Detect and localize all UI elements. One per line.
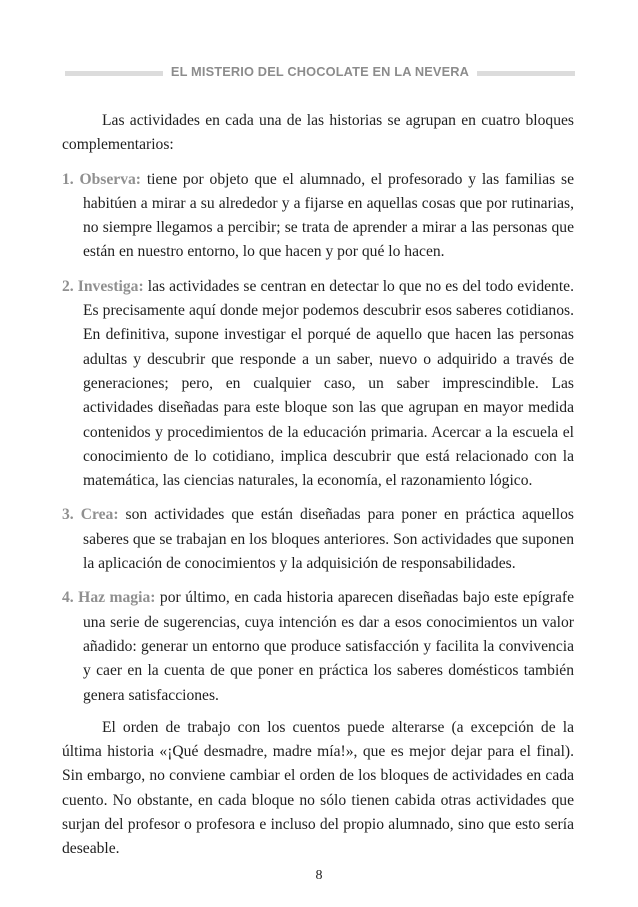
- closing-paragraph: El orden de trabajo con los cuentos puede alterarse (a excepción de la última historia «¡Qué desmadre, madre mía!», que es mejor dejar para el final). Sin embargo, no conviene cambiar el orden de los bloques de actividades en cada cuento. No obstante, en cada bloque no sólo tienen cabida otras actividades que surjan del profesor o profesora e incluso del propio alumnado, sino que esto sería deseable.: [62, 718, 574, 858]
- item-text: tiene por objeto que el alumnado, el profesorado y las familias se habitúen a mirar a su alrededor y a fijarse en aquellas cosas que por rutinarias, no siempre llegamos a percibir; se trata de aprender a mirar a las personas que están en nuestro entorno, lo que hacen y por qué lo hacen.: [83, 170, 575, 261]
- list-item-observa: [62, 168, 574, 265]
- item-label: 4. Haz magia:: [62, 589, 156, 607]
- item-text: son actividades que están diseñadas para poner en práctica aquellos saberes que se trabajan en los bloques anteriores. Son actividades que suponen la aplicación de conocimientos y la adquisición de responsabilidades.: [83, 506, 574, 573]
- item-label: 2. Investiga:: [62, 277, 144, 295]
- list-item-haz-magia: [62, 586, 574, 707]
- item-text: las actividades se centran en detectar lo que no es del todo evidente. Es precisamente aquí donde mejor podemos descubrir esos saberes cotidianos. En definitiva, supone investigar el porqué de aquello que hacen las personas adultas y descubrir que responde a un saber, nuevo o adquirido a través de generaciones; pero, en cualquier caso, un saber imprescindible. Las actividades diseñadas para este bloque son las que agrupan en mayor medida contenidos y procedimientos de la educación primaria. Acercar a la escuela el conocimiento de lo cotidiano, implica descubrir que está relacionado con la matemática, las ciencias naturales, la economía, el razonamiento lógico.: [83, 277, 575, 490]
- running-title-text: EL MISTERIO DEL CHOCOLATE EN LA NEVERA: [163, 64, 477, 79]
- body-text: [62, 109, 574, 862]
- item-label: 3. Crea:: [62, 506, 119, 524]
- page-number: 8: [315, 868, 323, 883]
- running-header: [65, 62, 575, 84]
- item-text: por último, en cada historia aparecen diseñadas bajo este epígrafe una serie de sugerencias, cuya intención es dar a esos conocimientos un valor añadido: generar un entorno que produce satisfacción y facilita la convivencia y caer en la cuenta de que poner en práctica los saberes domésticos también genera satisfacciones.: [83, 589, 574, 704]
- list-item-investiga: [62, 275, 574, 494]
- running-title: [65, 64, 575, 79]
- list-item-crea: [62, 503, 574, 576]
- item-label: 1. Observa:: [62, 170, 142, 188]
- intro-paragraph: Las actividades en cada una de las historias se agrupan en cuatro bloques complementarios:: [62, 112, 574, 154]
